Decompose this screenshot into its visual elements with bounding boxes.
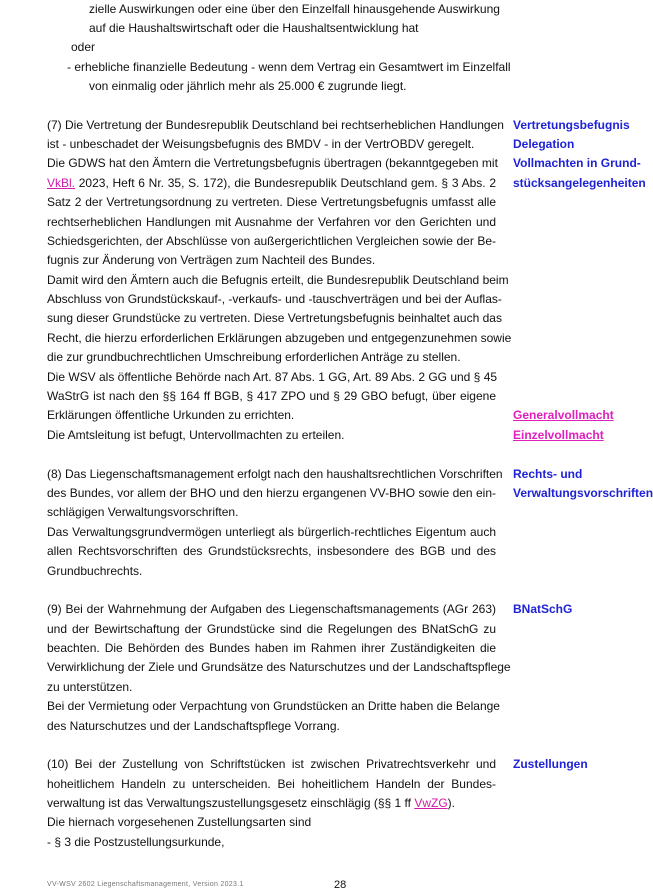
p9-line: Verwirklichung der Ziele und Grundsätze des Naturschutzes und der Landschaftspflege bbox=[47, 660, 511, 674]
p8-line: Grundbuchrechts. bbox=[47, 564, 143, 578]
vkbl-link[interactable]: VkBl. bbox=[47, 176, 76, 190]
p10-line: hoheitlichem Handeln zu unterscheiden. Bei hoheitlichem Handeln der Bundes- bbox=[47, 777, 496, 791]
p10-line: Die hiernach vorgesehenen Zustellungsarten sind bbox=[47, 815, 312, 829]
margin-keyword-vertretungsbefugnis: Vertretungsbefugnis bbox=[513, 118, 630, 132]
p8-line: schlägigen Verwaltungsvorschriften. bbox=[47, 505, 239, 519]
margin-keyword-zustellungen: Zustellungen bbox=[513, 757, 588, 771]
p8-line: allen Rechtsvorschriften des Grundstücksrechts, insbesondere des BGB und des bbox=[47, 544, 496, 558]
p7-line: fugnis zur Änderung von Verträgen zum Nachteil des Bundes. bbox=[47, 253, 376, 267]
intro-line: von einmalig oder jährlich mehr als 25.000 € zugrunde liegt. bbox=[89, 79, 407, 93]
p10-line bbox=[47, 794, 455, 814]
p7-line: Damit wird den Ämtern auch die Befugnis erteilt, die Bundesrepublik Deutschland beim bbox=[47, 273, 509, 287]
p8-line: des Bundes, vor allem der BHO und den hierzu ergangenen VV-BHO sowie den ein- bbox=[47, 486, 496, 500]
intro-line: oder bbox=[71, 40, 96, 54]
intro-line: auf die Haushaltswirtschaft oder die Haushaltsentwicklung hat bbox=[89, 21, 419, 35]
p9-line: Bei der Vermietung oder Verpachtung von Grundstücken an Dritte haben die Belange bbox=[47, 699, 500, 713]
margin-keyword-delegation: Delegation bbox=[513, 137, 575, 151]
margin-keyword-vollmachten-cont: stücksangelegenheiten bbox=[513, 176, 646, 190]
margin-keyword-verwaltungsvorschriften: Verwaltungsvorschriften bbox=[513, 486, 653, 500]
margin-keyword-bnatschg: BNatSchG bbox=[513, 602, 573, 616]
p7-text: 2023, Heft 6 Nr. 35, S. 172), die Bundesrepublik Deutschland gem. § 3 Abs. 2 bbox=[75, 176, 496, 190]
intro-line: - erhebliche finanzielle Bedeutung - wenn dem Vertrag ein Gesamtwert im Einzelfall bbox=[67, 60, 511, 74]
p7-line: Abschluss von Grundstückskauf-, -verkaufs- und -tauschverträgen und bei der Auflas- bbox=[47, 292, 502, 306]
p7-line: die zur grundbuchrechtlichen Umschreibung erforderlichen Anträge zu stellen. bbox=[47, 350, 461, 364]
vwzg-link[interactable]: VwZG bbox=[414, 796, 448, 810]
p9-line: beachten. Die Behörden des Bundes haben im Rahmen ihrer Zuständigkeiten die bbox=[47, 641, 496, 655]
p7-line: rechtserheblichen Handlungen mit Ausnahme der Verfahren vor den Gerichten und bbox=[47, 215, 496, 229]
footer-text: VV-WSV 2602 Liegenschaftsmanagement, Version 2023.1 bbox=[47, 881, 244, 888]
p7-line: WaStrG ist nach den §§ 164 ff BGB, § 417 ZPO und § 29 GBO befugt, über eigene bbox=[47, 389, 496, 403]
p10-text: ). bbox=[447, 796, 456, 810]
p7-line: ist - unbeschadet der Weisungsbefugnis des BMDV - in der VertrOBDV geregelt. bbox=[47, 137, 475, 151]
intro-line: zielle Auswirkungen oder eine über den Einzelfall hinausgehende Auswirkung bbox=[89, 2, 500, 16]
p9-line: des Naturschutzes und der Landschaftspflege Vorrang. bbox=[47, 719, 340, 733]
margin-link-einzelvollmacht[interactable]: Einzelvollmacht bbox=[513, 428, 604, 442]
p7-line: Recht, die hierzu erforderlichen Erklärungen abzugeben und entgegenzunehmen sowie bbox=[47, 331, 512, 345]
p7-line: Die GDWS hat den Ämtern die Vertretungsbefugnis übertragen (bekanntgegeben mit bbox=[47, 156, 498, 170]
margin-keyword-vollmachten: Vollmachten in Grund- bbox=[513, 156, 641, 170]
p7-line: (7) Die Vertretung der Bundesrepublik Deutschland bei rechtserheblichen Handlungen bbox=[47, 118, 504, 132]
p7-line: Die WSV als öffentliche Behörde nach Art. 87 Abs. 1 GG, Art. 89 Abs. 2 GG und § 45 bbox=[47, 370, 498, 384]
p7-line: Schiedsgerichten, der Abschlüsse von außergerichtlichen Vergleichen sowie der Be- bbox=[47, 234, 496, 248]
p10-line: (10) Bei der Zustellung von Schriftstücken ist zwischen Privatrechtsverkehr und bbox=[47, 757, 496, 771]
p9-line: zu unterstützen. bbox=[47, 680, 133, 694]
p10-text: verwaltung ist das Verwaltungszustellungsgesetz einschlägig (§§ 1 ff bbox=[47, 796, 415, 810]
p7-line: sung dieser Grundstücke zu vertreten. Diese Vertretungsbefugnis beinhaltet auch das bbox=[47, 311, 502, 325]
margin-link-generalvollmacht[interactable]: Generalvollmacht bbox=[513, 408, 614, 422]
p8-line: (8) Das Liegenschaftsmanagement erfolgt nach den haushaltsrechtlichen Vorschriften bbox=[47, 467, 503, 481]
margin-keyword-rechts: Rechts- und bbox=[513, 467, 583, 481]
page-number: 28 bbox=[334, 879, 347, 891]
p7-line: Die Amtsleitung ist befugt, Untervollmachten zu erteilen. bbox=[47, 428, 345, 442]
p7-line: Erklärungen öffentliche Urkunden zu errichten. bbox=[47, 408, 295, 422]
p9-line: (9) Bei der Wahrnehmung der Aufgaben des Liegenschaftsmanagements (AGr 263) bbox=[47, 602, 496, 616]
p10-line: - § 3 die Postzustellungsurkunde, bbox=[47, 835, 225, 849]
p7-line: Satz 2 der Vertretungsordnung zu vertreten. Diese Vertretungsbefugnis umfasst alle bbox=[47, 195, 496, 209]
p7-line bbox=[47, 174, 496, 194]
p8-line: Das Verwaltungsgrundvermögen unterliegt als bürgerlich-rechtliches Eigentum auch bbox=[47, 525, 496, 539]
p9-line: und der Bewirtschaftung der Grundstücke sind die Regelungen des BNatSchG zu bbox=[47, 622, 496, 636]
